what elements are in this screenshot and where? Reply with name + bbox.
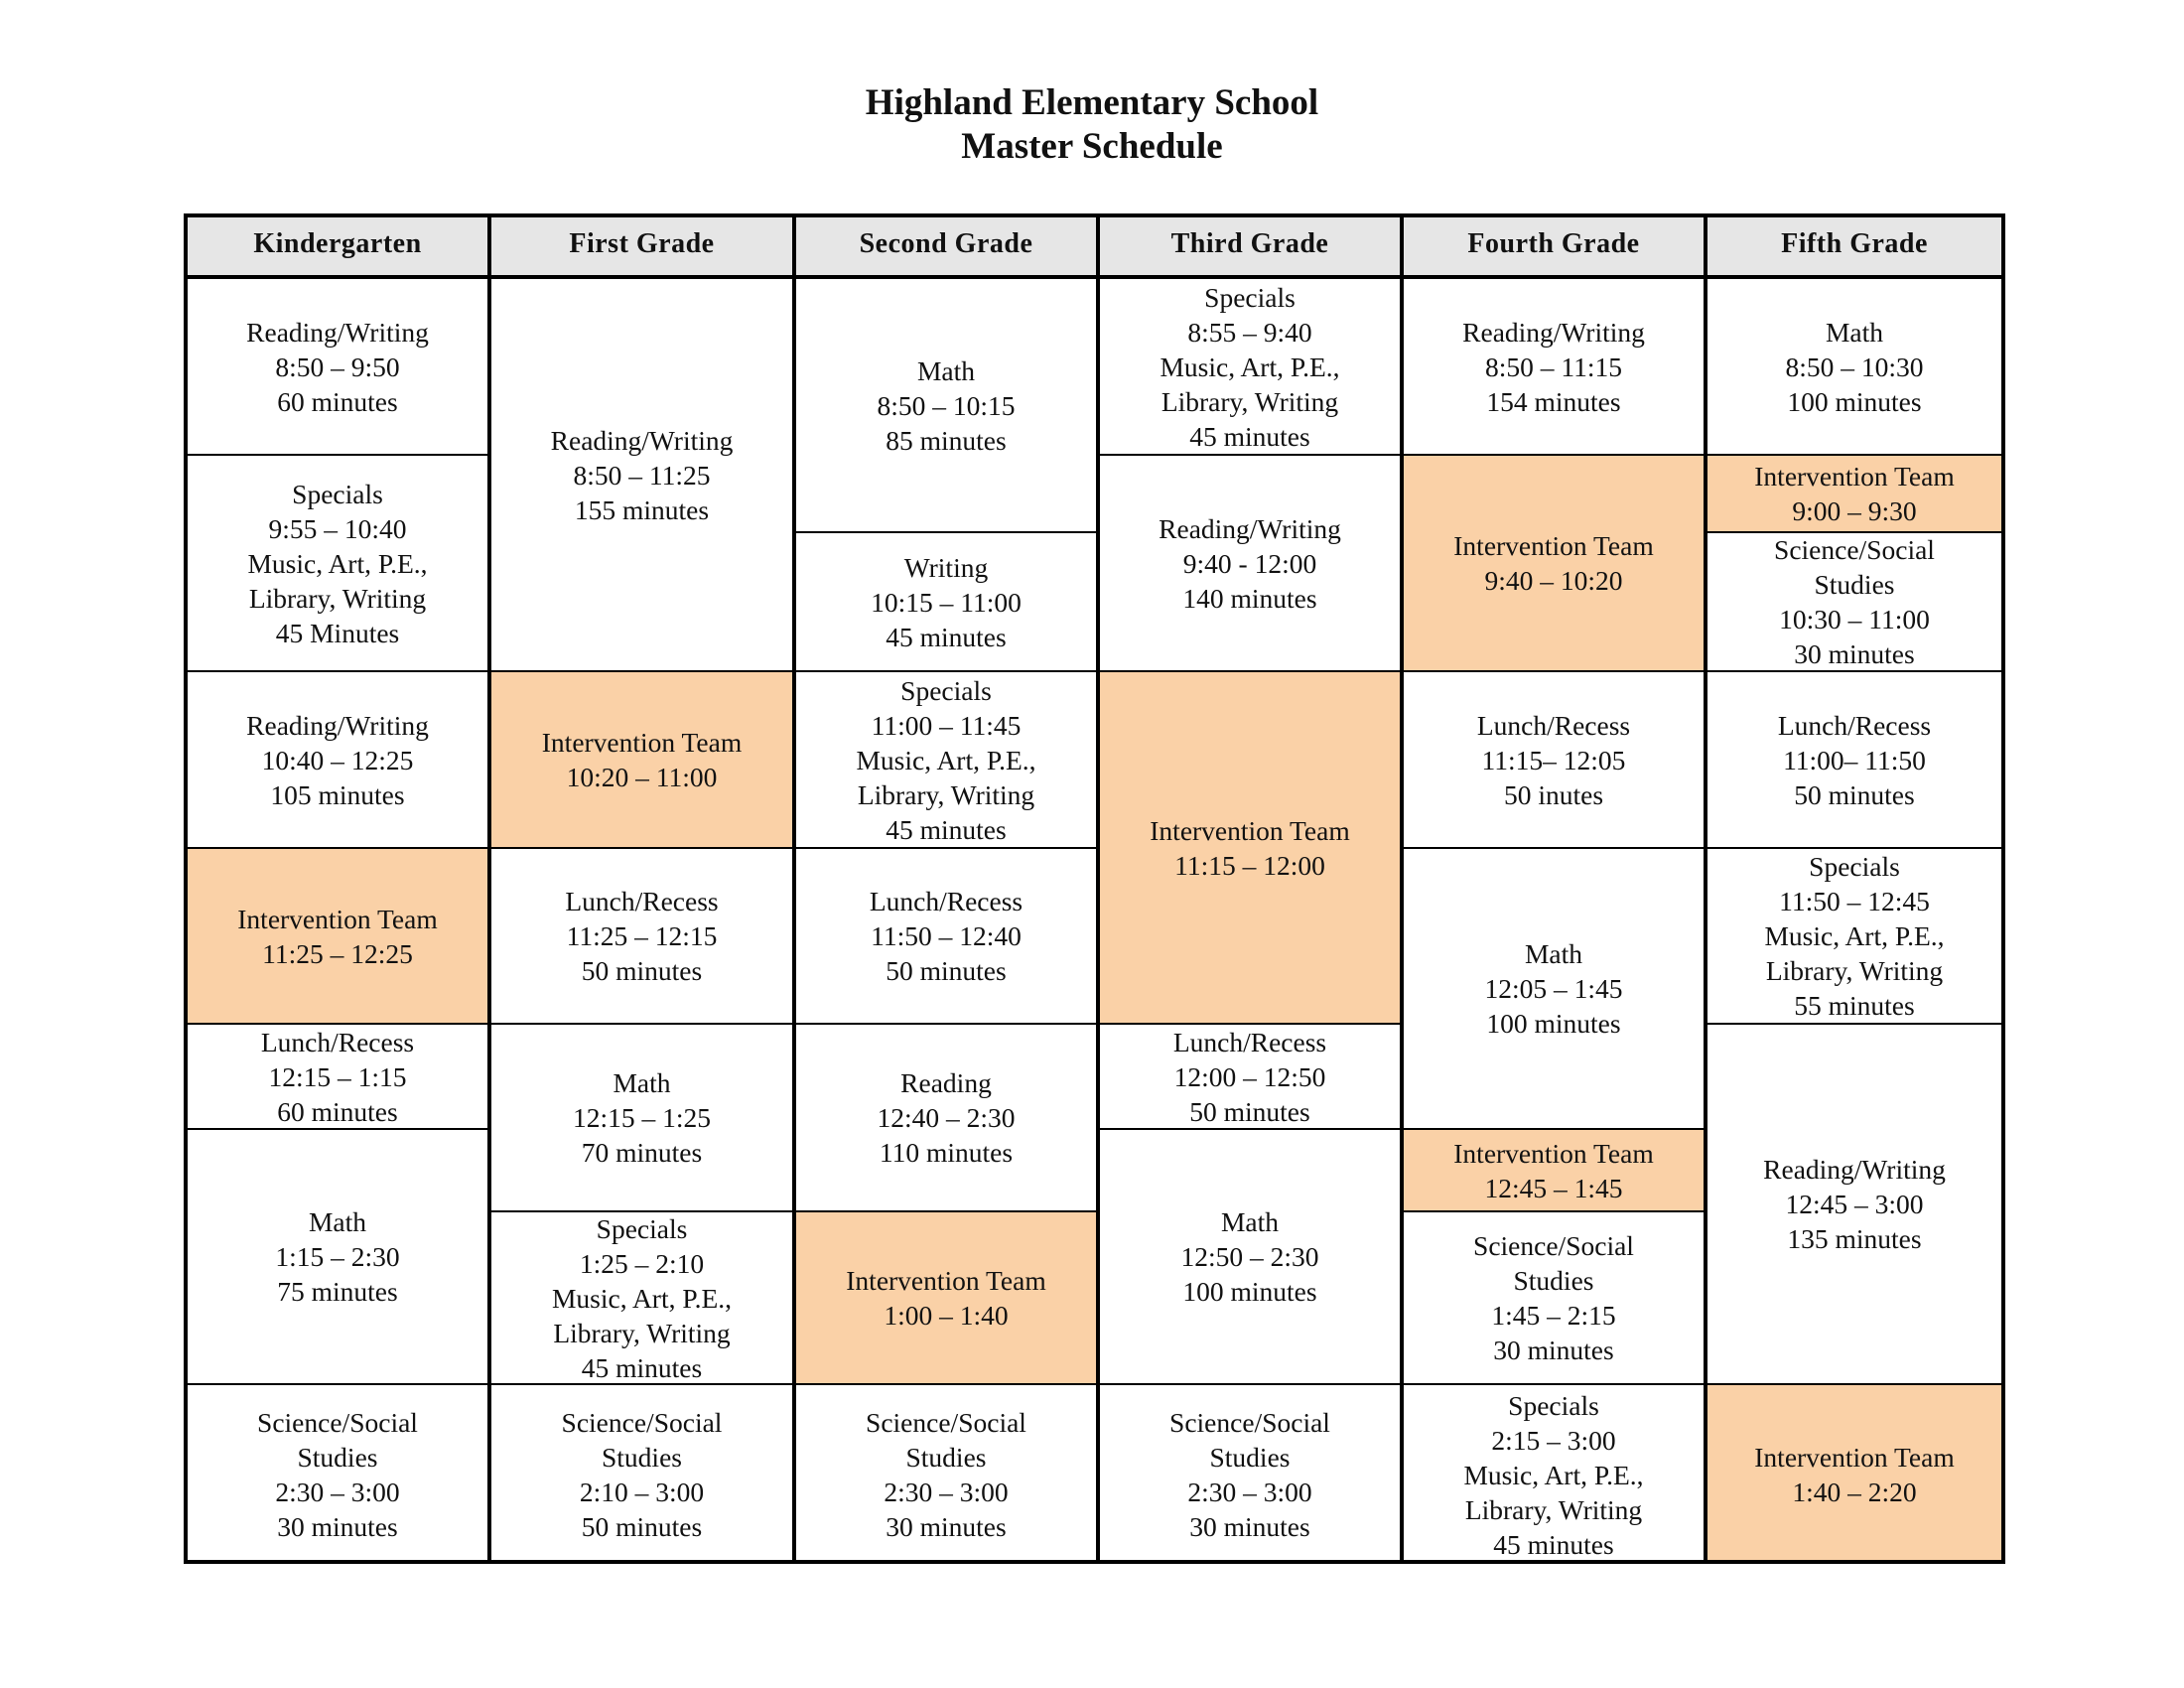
block-line: 50 inutes <box>1503 778 1604 810</box>
block-line: Intervention Team <box>237 903 438 934</box>
block-line: Science/Social <box>1473 1230 1634 1261</box>
block-line: Reading/Writing <box>1462 316 1645 348</box>
block-line: 8:50 – 10:30 <box>1785 351 1924 382</box>
schedule-block <box>796 1025 1096 1212</box>
block-line: Writing <box>903 551 989 583</box>
block-line: Studies <box>905 1442 987 1473</box>
block-line: 2:15 – 3:00 <box>1491 1424 1616 1456</box>
block-line: 2:30 – 3:00 <box>1187 1477 1312 1507</box>
header-row <box>184 213 2005 279</box>
block-line: 50 minutes <box>581 955 703 986</box>
block-line: 9:40 - 12:00 <box>1182 547 1317 579</box>
block-line: Math <box>1220 1206 1280 1237</box>
block-line: Music, Art, P.E., <box>247 547 428 579</box>
block-line: Music, Art, P.E., <box>551 1282 733 1314</box>
schedule-block <box>1100 279 1400 456</box>
block-line: 30 minutes <box>277 1511 398 1542</box>
block-line: 8:50 – 9:50 <box>275 351 400 382</box>
intervention-block <box>1707 1385 2001 1564</box>
block-line: Lunch/Recess <box>1777 709 1932 741</box>
block-line: 11:50 – 12:40 <box>871 920 1022 951</box>
block-line: 12:50 – 2:30 <box>1180 1241 1319 1272</box>
block-line: 50 minutes <box>886 955 1007 986</box>
block-line: Library, Writing <box>553 1317 731 1348</box>
block-line: Intervention Team <box>1754 461 1955 492</box>
block-line: 12:15 – 1:15 <box>268 1060 407 1092</box>
block-line: Science/Social <box>561 1407 723 1438</box>
column-divider <box>1096 213 1100 1564</box>
intervention-block <box>491 672 792 849</box>
block-line: Intervention Team <box>1754 1442 1955 1473</box>
schedule-block <box>491 279 792 672</box>
intervention-block <box>1707 456 2001 533</box>
block-line: Intervention Team <box>541 727 743 758</box>
schedule-block <box>188 456 487 672</box>
block-line: Library, Writing <box>1765 955 1944 986</box>
schedule-block <box>1404 279 1704 456</box>
block-line: 55 minutes <box>1794 990 1915 1021</box>
block-line: 45 minutes <box>886 813 1007 845</box>
block-line: 12:05 – 1:45 <box>1484 973 1623 1004</box>
schedule-block <box>1707 672 2001 849</box>
block-line: Math <box>1524 938 1583 969</box>
column-header-fifth-grade: Fifth Grade <box>1781 228 1928 259</box>
block-line: 30 minutes <box>1189 1511 1310 1542</box>
schedule-block <box>491 1025 792 1212</box>
column-header-first-grade: First Grade <box>569 228 715 259</box>
block-line: Library, Writing <box>857 778 1035 810</box>
block-line: 2:30 – 3:00 <box>884 1477 1009 1507</box>
block-line: Studies <box>1814 569 1895 600</box>
block-line: Intervention Team <box>846 1265 1046 1296</box>
schedule-block <box>1404 849 1704 1130</box>
block-line: 45 Minutes <box>275 617 400 648</box>
schedule-block <box>796 849 1096 1025</box>
intervention-block <box>1404 1130 1704 1212</box>
column-divider <box>1704 213 1707 1564</box>
block-line: 11:15 – 12:00 <box>1174 849 1325 881</box>
block-line: 45 minutes <box>581 1351 703 1383</box>
block-line: 10:20 – 11:00 <box>566 762 718 792</box>
column-divider <box>792 213 796 1564</box>
block-line: 12:45 – 3:00 <box>1785 1189 1924 1219</box>
schedule-block <box>1404 672 1704 849</box>
block-line: 10:40 – 12:25 <box>261 744 414 775</box>
intervention-block <box>1404 456 1704 672</box>
block-line: 8:50 – 11:25 <box>573 459 711 491</box>
schedule-subtitle: Master Schedule <box>961 126 1223 167</box>
block-line: 30 minutes <box>1493 1335 1614 1365</box>
block-line: 45 minutes <box>1493 1528 1614 1560</box>
block-line: 1:45 – 2:15 <box>1491 1300 1616 1331</box>
block-line: Studies <box>297 1442 378 1473</box>
schedule-block <box>491 1385 792 1564</box>
block-line: Library, Writing <box>1464 1493 1643 1525</box>
block-line: 11:50 – 12:45 <box>1779 886 1930 916</box>
block-line: 100 minutes <box>1787 385 1922 417</box>
schedule-block <box>1707 533 2001 672</box>
block-line: 2:30 – 3:00 <box>275 1477 400 1507</box>
block-line: 45 minutes <box>1189 420 1310 452</box>
block-line: Science/Social <box>1169 1407 1330 1438</box>
block-line: 10:15 – 11:00 <box>871 586 1022 618</box>
block-line: 50 minutes <box>1189 1095 1310 1127</box>
block-line: Intervention Team <box>1453 530 1654 561</box>
block-line: 50 minutes <box>581 1511 703 1542</box>
schedule-block <box>1100 1385 1400 1564</box>
column-divider <box>487 213 491 1564</box>
block-line: 85 minutes <box>886 424 1007 456</box>
block-line: 105 minutes <box>270 778 405 810</box>
block-line: 60 minutes <box>277 385 398 417</box>
schedule-block <box>796 1385 1096 1564</box>
block-line: 8:55 – 9:40 <box>1187 316 1312 348</box>
block-line: Reading/Writing <box>246 709 429 741</box>
block-line: 1:00 – 1:40 <box>884 1300 1009 1331</box>
block-line: 9:55 – 10:40 <box>268 512 407 544</box>
block-line: 12:00 – 12:50 <box>1173 1060 1326 1092</box>
block-line: Intervention Team <box>1453 1137 1654 1169</box>
block-line: 154 minutes <box>1486 385 1621 417</box>
block-line: Lunch/Recess <box>869 886 1024 916</box>
schedule-block <box>1707 849 2001 1025</box>
block-line: 9:00 – 9:30 <box>1792 495 1917 526</box>
column-header-third-grade: Third Grade <box>1170 228 1329 259</box>
block-line: 30 minutes <box>886 1511 1007 1542</box>
block-line: 1:40 – 2:20 <box>1792 1477 1917 1507</box>
block-line: 1:25 – 2:10 <box>579 1247 705 1279</box>
block-line: Specials <box>1204 281 1296 313</box>
block-line: Specials <box>1508 1389 1599 1421</box>
block-line: Science/Social <box>866 1407 1026 1438</box>
block-line: 12:45 – 1:45 <box>1484 1172 1623 1203</box>
block-line: 45 minutes <box>886 621 1007 652</box>
master-schedule-table <box>184 213 2005 1564</box>
intervention-block <box>1100 672 1400 1025</box>
block-line: 11:25 – 12:15 <box>566 920 718 951</box>
block-line: Studies <box>1513 1265 1594 1296</box>
column-header-kindergarten: Kindergarten <box>253 228 422 259</box>
block-line: 2:10 – 3:00 <box>579 1477 705 1507</box>
schedule-block <box>1404 1385 1704 1564</box>
block-line: Specials <box>1809 851 1900 882</box>
block-line: 8:50 – 10:15 <box>877 389 1016 421</box>
block-line: 135 minutes <box>1787 1223 1922 1254</box>
schedule-block <box>491 1212 792 1385</box>
block-line: 100 minutes <box>1182 1276 1317 1307</box>
block-line: Music, Art, P.E., <box>1463 1459 1644 1490</box>
schedule-block <box>188 672 487 849</box>
schedule-block <box>1100 1130 1400 1385</box>
schedule-block <box>1707 1025 2001 1385</box>
block-line: Reading/Writing <box>1159 512 1341 544</box>
block-line: 70 minutes <box>581 1137 703 1168</box>
block-line: 12:40 – 2:30 <box>877 1102 1016 1133</box>
block-line: Math <box>308 1206 367 1237</box>
block-line: Math <box>613 1067 671 1098</box>
block-line: Lunch/Recess <box>260 1026 415 1057</box>
column-header-second-grade: Second Grade <box>859 228 1033 259</box>
block-line: 75 minutes <box>277 1276 398 1307</box>
block-line: Studies <box>602 1442 682 1473</box>
block-line: Library, Writing <box>248 582 427 614</box>
block-line: 60 minutes <box>277 1095 398 1127</box>
schedule-block <box>1100 456 1400 672</box>
column-divider <box>1400 213 1404 1564</box>
intervention-block <box>796 1212 1096 1385</box>
schedule-block <box>491 849 792 1025</box>
block-line: 11:00– 11:50 <box>1783 744 1926 775</box>
block-line: 12:15 – 1:25 <box>572 1102 712 1133</box>
block-line: Intervention Team <box>1150 814 1350 846</box>
block-line: 50 minutes <box>1794 778 1915 810</box>
block-line: Reading <box>900 1067 992 1098</box>
block-line: 155 minutes <box>574 493 710 525</box>
block-line: 1:15 – 2:30 <box>275 1241 400 1272</box>
block-line: Music, Art, P.E., <box>1764 920 1945 951</box>
schedule-block <box>796 533 1096 672</box>
block-line: 11:25 – 12:25 <box>262 937 413 969</box>
block-line: 9:40 – 10:20 <box>1484 565 1623 596</box>
block-line: Specials <box>900 674 992 706</box>
block-line: Reading/Writing <box>1763 1154 1946 1185</box>
block-line: Lunch/Recess <box>1476 709 1631 741</box>
block-line: Music, Art, P.E., <box>1160 351 1340 382</box>
block-line: 110 minutes <box>879 1137 1014 1168</box>
schedule-block <box>188 279 487 456</box>
block-line: Science/Social <box>257 1407 418 1438</box>
intervention-block <box>188 849 487 1025</box>
block-line: 140 minutes <box>1182 582 1317 614</box>
block-line: 11:00 – 11:45 <box>871 709 1022 741</box>
school-title: Highland Elementary School <box>865 82 1319 123</box>
block-line: 30 minutes <box>1794 638 1915 669</box>
block-line: 10:30 – 11:00 <box>1779 604 1930 634</box>
block-line: 8:50 – 11:15 <box>1484 351 1622 382</box>
schedule-block <box>796 672 1096 849</box>
schedule-block <box>188 1385 487 1564</box>
block-line: Reading/Writing <box>550 424 734 456</box>
block-line: 11:15– 12:05 <box>1481 744 1626 775</box>
schedule-block <box>188 1130 487 1385</box>
schedule-block <box>188 1025 487 1130</box>
block-line: Studies <box>1209 1442 1291 1473</box>
block-line: Math <box>916 354 976 386</box>
block-line: Specials <box>292 478 383 509</box>
block-line: Math <box>1825 316 1884 348</box>
schedule-block <box>1404 1212 1704 1385</box>
block-line: 100 minutes <box>1486 1008 1621 1039</box>
block-line: Science/Social <box>1774 534 1935 565</box>
schedule-block <box>1707 279 2001 456</box>
block-line: Specials <box>596 1212 688 1244</box>
block-line: Lunch/Recess <box>565 886 719 916</box>
schedule-block <box>1100 1025 1400 1130</box>
block-line: Library, Writing <box>1160 385 1339 417</box>
column-header-fourth-grade: Fourth Grade <box>1467 228 1640 259</box>
block-line: Lunch/Recess <box>1172 1026 1327 1057</box>
schedule-block <box>796 279 1096 533</box>
block-line: Reading/Writing <box>246 316 429 348</box>
block-line: Music, Art, P.E., <box>856 744 1036 775</box>
